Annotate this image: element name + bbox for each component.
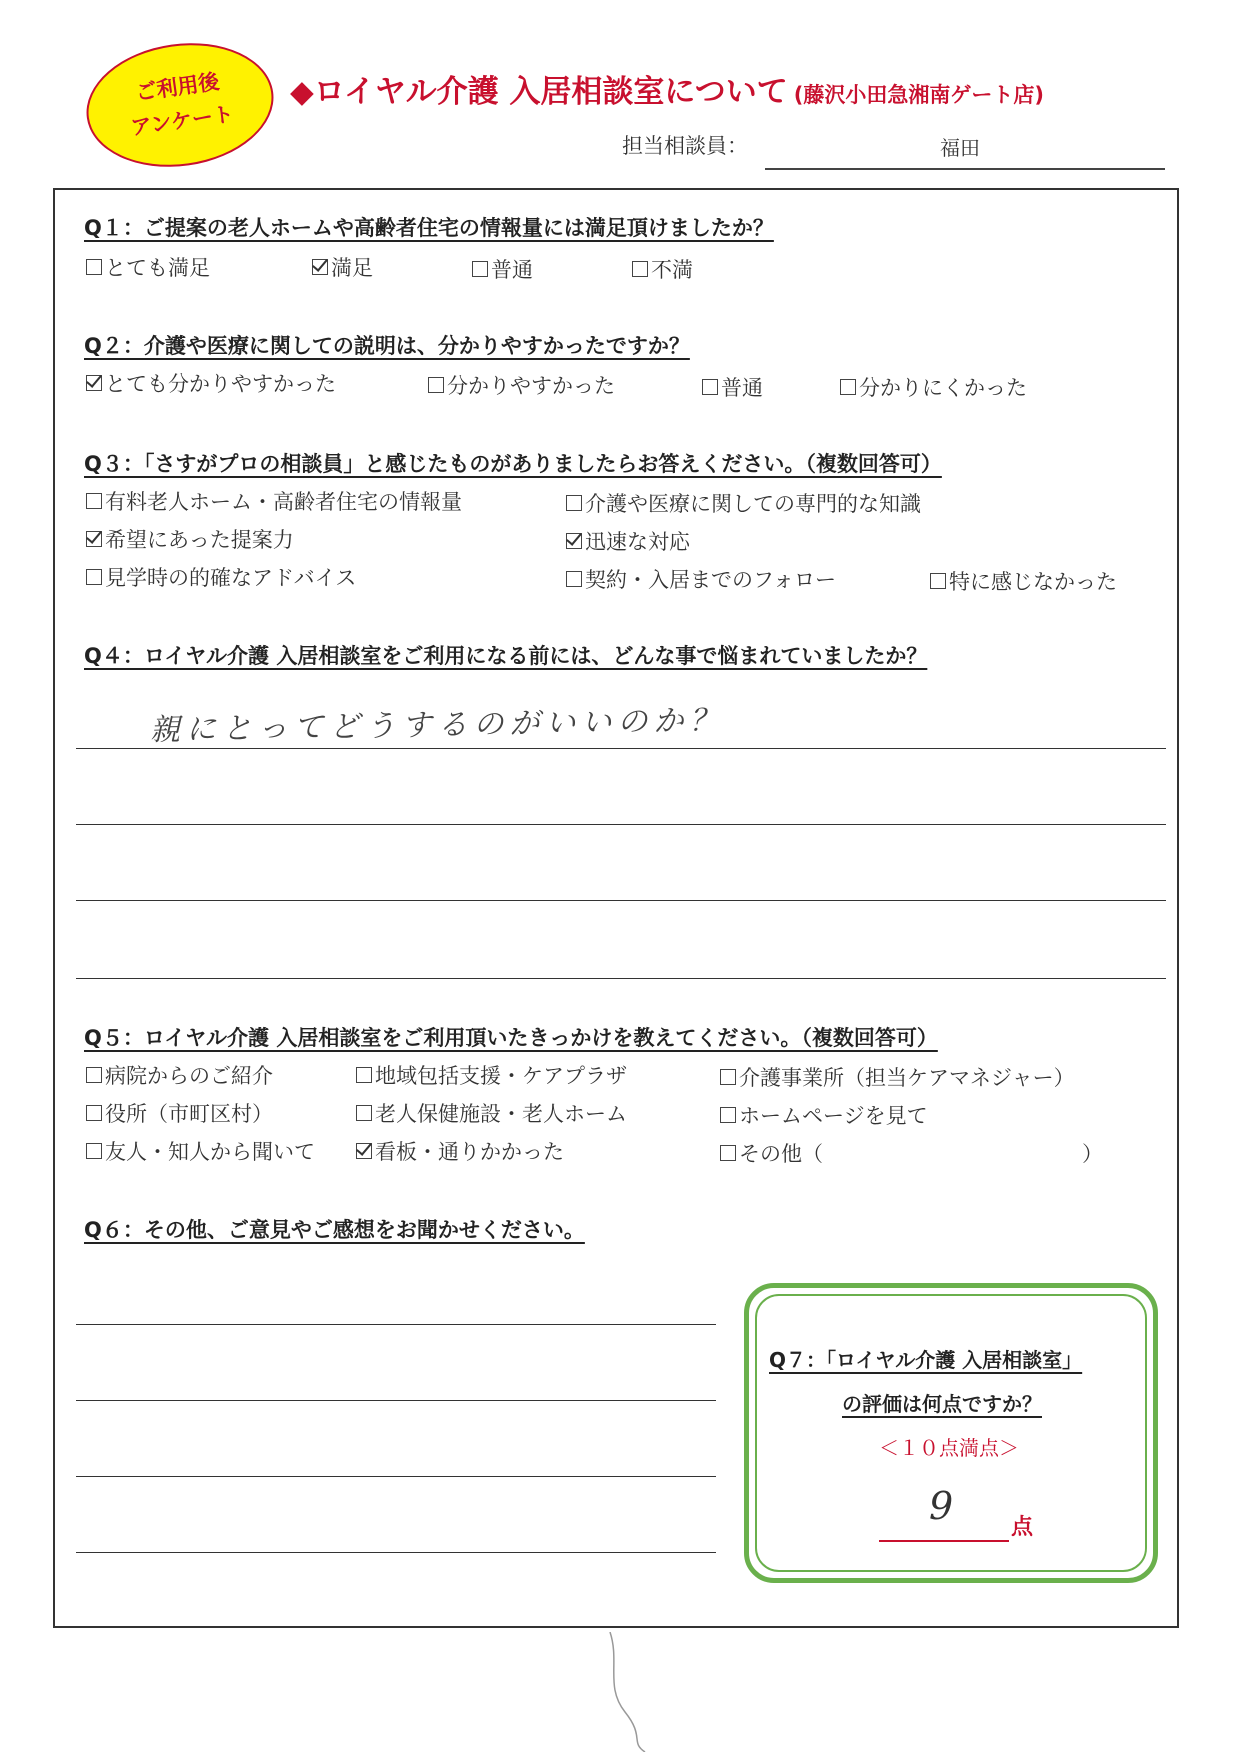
option-label: 介護事業所（担当ケアマネジャー） xyxy=(739,1066,1075,1090)
option-label: 普通 xyxy=(721,376,763,400)
option-label: 希望にあった提案力 xyxy=(105,528,294,552)
q5-option[interactable] xyxy=(720,1100,928,1130)
q5-option-other[interactable] xyxy=(720,1138,823,1168)
checkbox-icon[interactable] xyxy=(632,261,648,277)
checkbox-icon[interactable] xyxy=(86,1143,102,1159)
q7-score-unit: 点 xyxy=(1011,1515,1034,1540)
option-label: とても分かりやすかった xyxy=(105,372,336,396)
answer-line xyxy=(76,748,1166,749)
q5-question: Q５：ロイヤル介護 入居相談室をご利用頂いたきっかけを教えてください。（複数回答可） xyxy=(84,1026,938,1050)
q5-option[interactable] xyxy=(356,1098,627,1128)
option-label: 特に感じなかった xyxy=(949,570,1117,594)
option-label: 地域包括支援・ケアプラザ xyxy=(375,1064,627,1088)
q3-option[interactable] xyxy=(566,526,690,556)
checkbox-icon[interactable] xyxy=(86,493,102,509)
checkbox-icon[interactable] xyxy=(86,1105,102,1121)
checkbox-checked-icon[interactable] xyxy=(566,533,582,549)
answer-line xyxy=(76,824,1166,825)
q2-option[interactable] xyxy=(428,370,615,400)
survey-badge xyxy=(78,32,281,179)
q3-question: Q３：「さすがプロの相談員」と感じたものがありましたらお答えください。（複数回答可） xyxy=(84,452,942,476)
q2-option[interactable] xyxy=(86,368,336,398)
badge-line1: ご利用後 xyxy=(134,69,221,106)
q7-score-value: 9 xyxy=(929,1484,954,1528)
option-label: 迅速な対応 xyxy=(585,530,690,554)
q4-handwritten-answer: 親にとってどうするのがいいのか？ xyxy=(149,702,726,749)
checkbox-checked-icon[interactable] xyxy=(356,1143,372,1159)
q2-question: Q２：介護や医療に関しての説明は、分かりやすかったですか？ xyxy=(84,334,690,358)
store-name: (藤沢小田急湘南ゲート店) xyxy=(793,83,1044,107)
checkbox-icon[interactable] xyxy=(566,571,582,587)
q7-question-line1: Q７：「ロイヤル介護 入居相談室」 xyxy=(769,1348,1083,1372)
q1-option[interactable] xyxy=(86,252,210,282)
checkbox-icon[interactable] xyxy=(356,1067,372,1083)
option-label: 病院からのご紹介 xyxy=(105,1064,273,1088)
option-label: とても満足 xyxy=(105,256,210,280)
q3-option[interactable] xyxy=(86,486,462,516)
checkbox-checked-icon[interactable] xyxy=(86,531,102,547)
option-label: その他（ xyxy=(739,1142,823,1166)
staff-name: 福田 xyxy=(940,136,980,160)
page-title xyxy=(290,66,1044,111)
q5-option[interactable] xyxy=(86,1060,273,1090)
checkbox-icon[interactable] xyxy=(720,1145,736,1161)
comment-line xyxy=(76,1324,716,1325)
q5-option[interactable] xyxy=(86,1098,273,1128)
checkbox-icon[interactable] xyxy=(86,1067,102,1083)
q1-option[interactable] xyxy=(472,254,533,284)
option-label: 満足 xyxy=(331,256,373,280)
staff-underline xyxy=(765,168,1165,170)
checkbox-icon[interactable] xyxy=(720,1107,736,1123)
option-label: 見学時の的確なアドバイス xyxy=(105,566,357,590)
option-label: 老人保健施設・老人ホーム xyxy=(375,1102,627,1126)
q3-option[interactable] xyxy=(566,488,921,518)
q5-option[interactable] xyxy=(720,1062,1075,1092)
q7-rating-box xyxy=(744,1283,1158,1583)
option-label: 有料老人ホーム・高齢者住宅の情報量 xyxy=(105,490,462,514)
q3-option[interactable] xyxy=(930,566,1117,596)
q4-question: Q４：ロイヤル介護 入居相談室をご利用になる前には、どんな事で悩まれていましたか？ xyxy=(84,644,928,668)
q1-option[interactable] xyxy=(312,252,373,282)
checkbox-icon[interactable] xyxy=(86,259,102,275)
staff-label: 担当相談員： xyxy=(622,134,748,158)
checkbox-icon[interactable] xyxy=(356,1105,372,1121)
option-label: 普通 xyxy=(491,258,533,282)
checkbox-icon[interactable] xyxy=(472,261,488,277)
checkbox-icon[interactable] xyxy=(428,377,444,393)
checkbox-icon[interactable] xyxy=(86,569,102,585)
option-label: 契約・入居までのフォロー xyxy=(585,568,836,592)
q7-question-line2: の評価は何点ですか？ xyxy=(842,1392,1042,1416)
option-label: ホームページを見て xyxy=(739,1104,928,1128)
q5-option[interactable] xyxy=(86,1136,315,1166)
checkbox-icon[interactable] xyxy=(930,573,946,589)
other-close-paren: ） xyxy=(1082,1142,1103,1166)
q5-option[interactable] xyxy=(356,1060,627,1090)
checkbox-icon[interactable] xyxy=(702,379,718,395)
answer-line xyxy=(76,900,1166,901)
checkbox-icon[interactable] xyxy=(840,379,856,395)
comment-line xyxy=(76,1476,716,1477)
paper-crease xyxy=(600,1632,660,1752)
q2-option[interactable] xyxy=(840,372,1027,402)
q3-option[interactable] xyxy=(86,562,356,592)
option-label: 友人・知人から聞いて xyxy=(105,1140,315,1164)
score-underline xyxy=(879,1540,1009,1542)
option-label: 役所（市町区村） xyxy=(105,1102,273,1126)
checkbox-icon[interactable] xyxy=(566,495,582,511)
badge-line2: アンケート xyxy=(129,101,236,140)
checkbox-icon[interactable] xyxy=(720,1069,736,1085)
q6-question: Q６：その他、ご意見やご感想をお聞かせください。 xyxy=(84,1218,585,1242)
option-label: 看板・通りかかった xyxy=(375,1140,564,1164)
q3-option[interactable] xyxy=(566,564,836,594)
option-label: 分かりやすかった xyxy=(447,374,615,398)
q2-option[interactable] xyxy=(702,372,763,402)
option-label: 分かりにくかった xyxy=(859,376,1027,400)
q1-option[interactable] xyxy=(632,254,693,284)
option-label: 介護や医療に関しての専門的な知識 xyxy=(585,492,921,516)
option-label: 不満 xyxy=(651,258,693,282)
q5-option[interactable] xyxy=(356,1136,564,1166)
answer-line xyxy=(76,978,1166,979)
q1-question: Q１：ご提案の老人ホームや高齢者住宅の情報量には満足頂けましたか？ xyxy=(84,216,774,240)
q7-scale: ＜１０点満点＞ xyxy=(879,1436,1019,1460)
q3-option[interactable] xyxy=(86,524,294,554)
checkbox-checked-icon[interactable] xyxy=(312,259,328,275)
title-text: ◆ロイヤル介護 入居相談室について xyxy=(290,74,788,110)
comment-line xyxy=(76,1400,716,1401)
comment-line xyxy=(76,1552,716,1553)
checkbox-checked-icon[interactable] xyxy=(86,375,102,391)
